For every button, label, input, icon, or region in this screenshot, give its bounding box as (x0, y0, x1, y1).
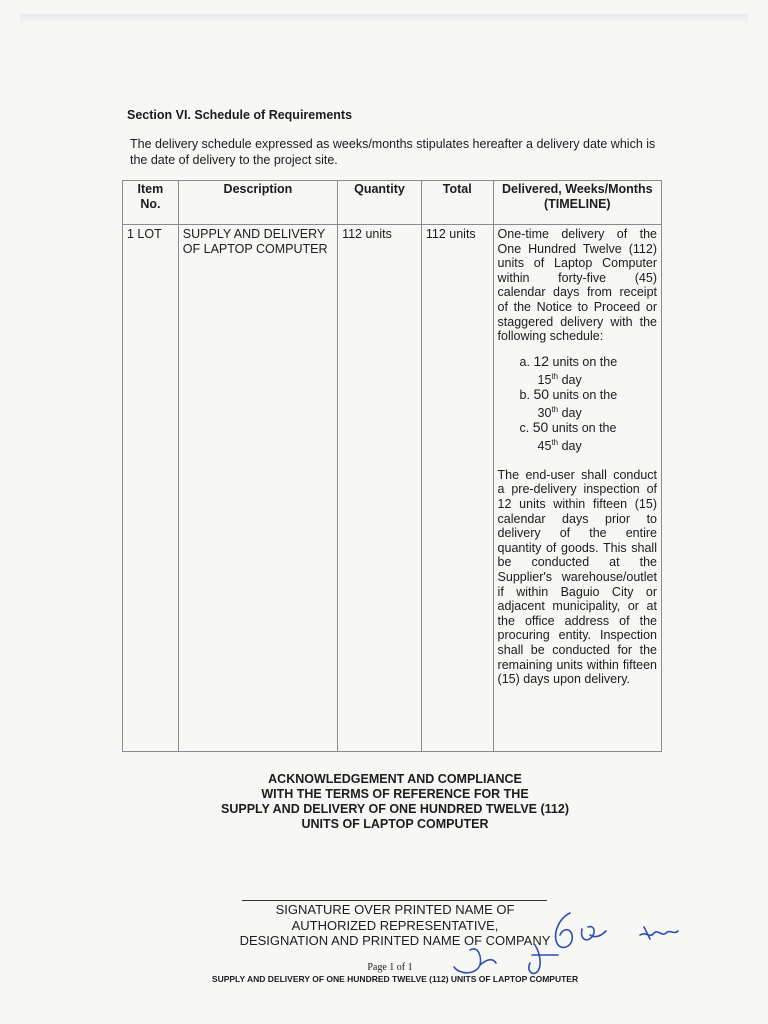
page-footer: SUPPLY AND DELIVERY OF ONE HUNDRED TWELVE (112) UNITS OF LAPTOP COMPUTER (211, 974, 579, 984)
intro-paragraph: The delivery schedule expressed as weeks/months stipulates hereafter a delivery date which is the date of delivery to the project site. (130, 137, 656, 167)
table-header-row (123, 181, 662, 225)
requirements-table (122, 180, 662, 752)
cell-item-no: 1 LOT (123, 225, 179, 752)
day-word: day (561, 405, 582, 420)
header-delivered: Delivered, Weeks/Months (TIMELINE) (493, 181, 661, 225)
header-quantity: Quantity (338, 181, 422, 225)
acknowledgement-heading (170, 772, 620, 832)
header-total: Total (421, 181, 493, 225)
day-word: day (561, 439, 582, 454)
schedule-units-text: units on the (552, 354, 618, 369)
caption-line: SIGNATURE OVER PRINTED NAME OF (275, 902, 515, 917)
schedule-item (520, 420, 657, 453)
header-description: Description (178, 181, 337, 225)
cell-timeline (493, 225, 661, 752)
ack-line: ACKNOWLEDGEMENT AND COMPLIANCE (268, 772, 522, 786)
inspection-paragraph: The end-user shall conduct a pre-delivery inspection of 12 units within fifteen (15) calendar days prior to delivery of the entire quantity of goods. This shall be conducted at the Supplier's warehouse/outlet if within Baguio City or adjacent municipality, or at the office address of the procuring entity. Inspection shall be conducted for the remaining units within fifteen (15) days upon delivery. (497, 467, 657, 687)
day-suffix: th (551, 371, 559, 381)
timeline-intro: One-time delivery of the One Hundred Twelve (112) units of Laptop Computer within forty-five (45) calendar days from receipt of the Notice to Proceed or staggered delivery with the following schedule: (497, 227, 657, 344)
cell-description: SUPPLY AND DELIVERY OF LAPTOP COMPUTER (178, 225, 337, 752)
schedule-day (520, 406, 582, 420)
schedule-item (520, 387, 657, 420)
handwritten-signature (440, 905, 690, 985)
schedule-day (520, 373, 582, 387)
day-number: 15 (537, 372, 552, 387)
schedule-units: 50 (532, 419, 549, 436)
cell-quantity: 112 units (338, 225, 422, 752)
delivery-schedule-list (498, 354, 657, 454)
schedule-day (520, 439, 582, 453)
schedule-units: 12 (533, 352, 550, 369)
schedule-letter: c. (519, 421, 530, 436)
caption-line: AUTHORIZED REPRESENTATIVE, (291, 917, 499, 933)
day-number: 30 (537, 405, 552, 420)
ack-line: WITH THE TERMS OF REFERENCE FOR THE (261, 787, 529, 801)
day-suffix: th (551, 404, 559, 414)
table-row (123, 225, 662, 752)
signature-line (242, 900, 547, 901)
schedule-item (520, 354, 657, 387)
scan-edge-shadow (20, 14, 748, 24)
schedule-units-text: units on the (551, 421, 617, 436)
schedule-units: 50 (533, 386, 550, 403)
caption-line: DESIGNATION AND PRINTED NAME OF COMPANY (239, 933, 551, 948)
schedule-letter: b. (519, 388, 530, 403)
schedule-units-text: units on the (552, 388, 618, 403)
header-item-no: Item No. (123, 181, 179, 225)
day-number: 45 (537, 439, 552, 454)
section-title: Section VI. Schedule of Requirements (127, 108, 353, 122)
day-suffix: th (551, 438, 559, 448)
cell-total: 112 units (421, 225, 493, 752)
schedule-letter: a. (519, 354, 530, 369)
ack-line: UNITS OF LAPTOP COMPUTER (301, 817, 489, 831)
page-number: Page 1 of 1 (367, 962, 413, 973)
day-word: day (561, 372, 582, 387)
ack-line: SUPPLY AND DELIVERY OF ONE HUNDRED TWELVE (112) (221, 802, 569, 816)
